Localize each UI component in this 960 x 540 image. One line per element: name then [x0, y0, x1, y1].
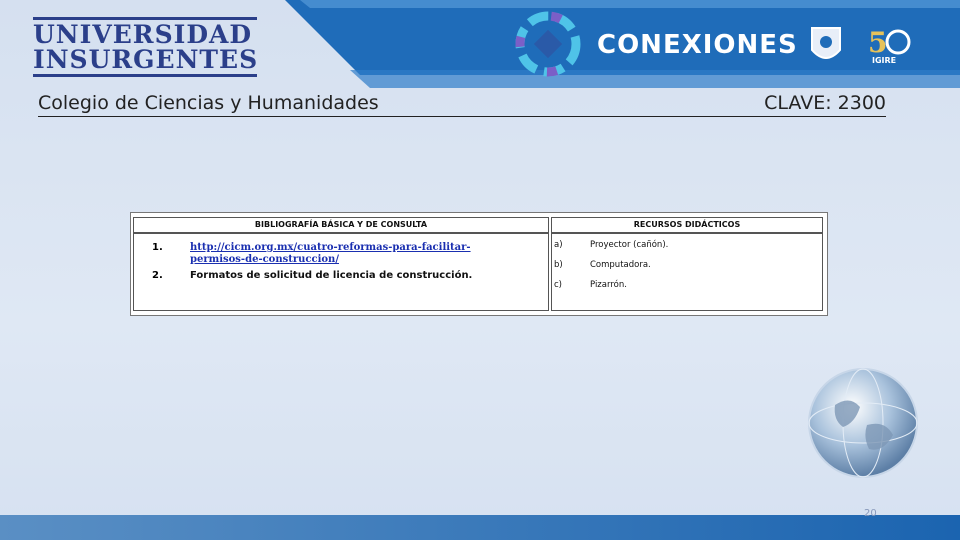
page-number: 20 — [864, 508, 877, 519]
resources-column — [551, 217, 823, 311]
college-heading — [38, 92, 886, 117]
resource-letter: b) — [554, 260, 563, 270]
anniversary-badge-label: IGIRE — [872, 56, 897, 65]
brand-title: CONEXIONES — [597, 30, 798, 60]
bibliography-column — [133, 217, 549, 311]
bibliography-number: 1. — [152, 242, 163, 253]
conexiones-logo-icon — [512, 8, 584, 80]
bibliography-number: 2. — [152, 270, 163, 281]
bibliography-header: BIBLIOGRAFÍA BÁSICA Y DE CONSULTA — [134, 218, 548, 234]
university-name-line2: INSURGENTES — [33, 45, 259, 74]
resource-letter: a) — [554, 240, 563, 250]
resource-text: Pizarrón. — [590, 280, 627, 290]
university-name-line1: UNIVERSIDAD — [33, 20, 253, 49]
svg-text:5: 5 — [868, 26, 888, 59]
footer-bar — [0, 515, 960, 540]
course-code: CLAVE: 2300 — [764, 92, 886, 114]
resource-text: Proyector (cañón). — [590, 240, 669, 250]
resource-letter: c) — [554, 280, 562, 290]
college-name: Colegio de Ciencias y Humanidades — [38, 92, 379, 114]
resources-table — [130, 212, 828, 316]
university-logo — [33, 15, 257, 79]
bibliography-text: Formatos de solicitud de licencia de construcción. — [190, 270, 473, 281]
resource-text: Computadora. — [590, 260, 651, 270]
resources-header: RECURSOS DIDÁCTICOS — [552, 218, 822, 234]
unam-crest-icon — [808, 26, 844, 66]
bibliography-link[interactable]: http://cicm.org.mx/cuatro-reformas-para-facilitar-permisos-de-construccion/ — [190, 242, 471, 265]
globe-icon — [805, 365, 921, 481]
